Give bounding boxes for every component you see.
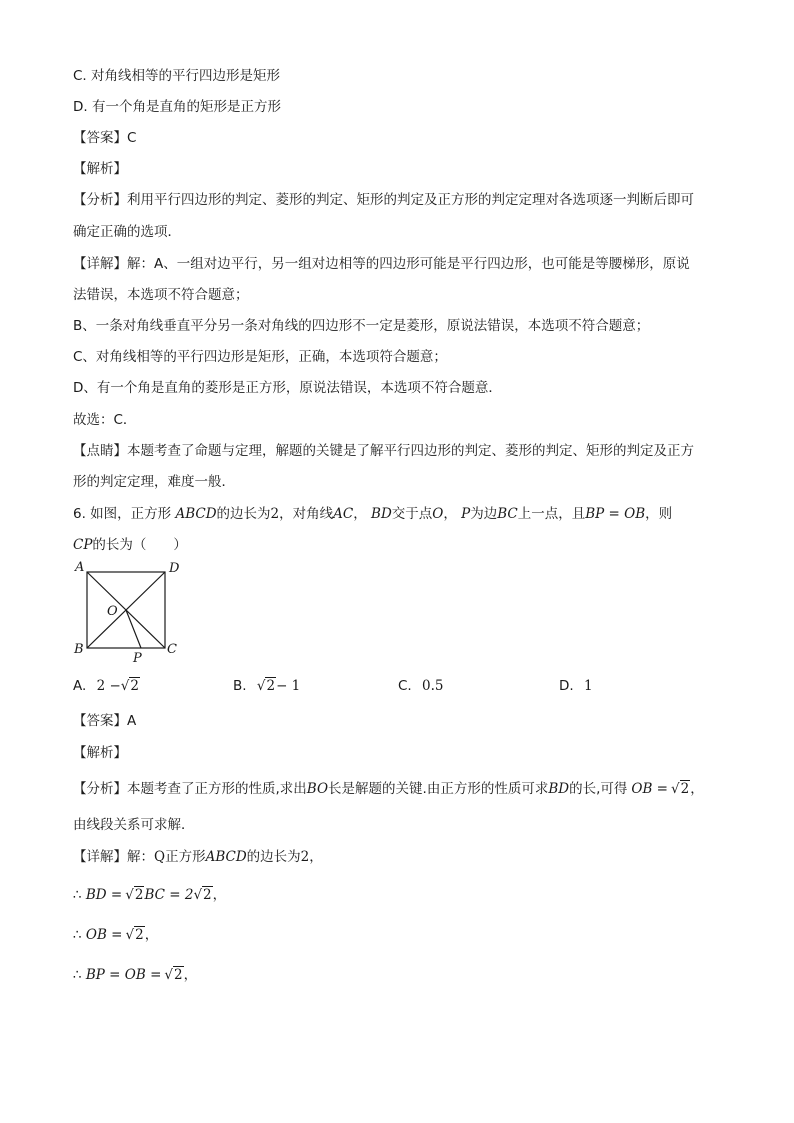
xiangjie-line-2: 法错误，本选项不符合题意； [73,287,249,303]
option-c-value: 0.5 [422,678,444,694]
q6-option-b: B. √2− 1 [233,678,301,694]
label-b: B [74,642,84,657]
q6-xiangjie-line-1 [73,847,323,867]
square-diagram [70,558,190,668]
q6-stem-line-1 [73,504,672,524]
q6-xiangjie-label: 【详解】 [73,849,127,865]
q6-fenxi-line-1: 【分析】本题考查了正方形的性质,求出BO长是解题的关键.由正方形的性质可求BD的长,可得 OB = √2， [73,781,704,797]
q6-answer-line [73,711,136,731]
q6-xiangjie-text: 的边长为 [246,849,301,865]
q6-p: P [461,506,471,522]
answer-value: C [127,130,137,146]
q6-stem-line-2 [73,535,187,555]
q6-text: ， [353,506,367,522]
q6-fenxi-label: 【分析】 [73,781,127,797]
q6-text: ，对角线 [279,506,334,522]
q6-bd: BD [371,506,392,522]
q6-text: 的长为（ ） [92,537,187,553]
step-bd-radicand-2: 2 [203,887,212,903]
q6-step-ob: ∴ OB = √2， [73,927,159,943]
step-bp-pre: BP = OB = [85,967,162,983]
option-b-radicand: 2 [266,678,276,694]
q6-step-bd: ∴ BD = √2BC = 2√2， [73,887,227,903]
q6-option-a: A. 2 −√2 [73,678,139,694]
q6-text: ，则 [645,506,673,522]
xiangjie-text: 解：A、一组对边平行，另一组对边相等的四边形可能是平行四边形，也可能是等腰梯形，原说 [127,256,690,272]
dianjing-label: 【点睛】 [73,443,127,459]
q6-fenxi-radicand: 2 [680,781,690,797]
q6-xiangjie-text: 解： [127,849,154,865]
step-bd-radicand-1: 2 [134,887,144,903]
q6-fenxi-text: ， [690,781,704,797]
label-d: D [169,561,180,576]
dianjing-line-1 [73,441,694,461]
step-bd-mid: BC = 2 [144,887,194,903]
q6-text: 为边 [470,506,498,522]
step-ob-pre: OB = [85,927,123,943]
analysis-heading: 【解析】 [73,161,127,177]
fenxi-line-1 [73,190,694,210]
step-bd-post: ， [212,887,227,903]
dianjing-line-2: 形的判定定理，难度一般． [73,474,235,490]
q6-answer-label: 【答案】 [73,713,127,729]
q6-fenxi-text: 本题考查了正方形的性质,求出 [127,781,307,797]
therefore-symbol: ∴ [73,967,82,983]
q6-bp-eq-ob: BP = OB [585,506,646,522]
fenxi-line-2: 确定正确的选项． [73,224,181,240]
q6-analysis-heading: 【解析】 [73,745,127,761]
q6-text: ， [443,506,457,522]
option-d: D. 有一个角是直角的矩形是正方形 [73,99,281,115]
xiangjie-line-5: D、有一个角是直角的菱形是正方形，原说法错误，本选项不符合题意． [73,380,502,396]
therefore-symbol: ∴ [73,927,82,943]
xiangjie-label: 【详解】 [73,256,127,272]
fenxi-label: 【分析】 [73,192,127,208]
q6-fenxi-text: 的长,可得 [569,781,628,797]
segment-op [126,610,141,648]
q6-xiangjie-text: 正方形 [165,849,206,865]
q6-answer-value: A [127,713,137,729]
q6-two: 2 [270,506,280,522]
option-a-label: A. [73,678,87,694]
label-p: P [133,651,142,666]
q6-fenxi-bd: BD [548,781,570,797]
option-b-post: − 1 [276,678,301,694]
q6-cp: CP [73,537,93,553]
option-a-radicand: 2 [130,678,139,694]
q6-text: 上一点，且 [517,506,586,522]
q6-text: 的边长为 [216,506,271,522]
xiangjie-line-3: B、一条对角线垂直平分另一条对角线的四边形不一定是菱形，原说法错误，本选项不符合题意； [73,318,650,334]
xiangjie-line-6: 故选：C． [73,412,137,428]
xiangjie-line-4: C、对角线相等的平行四边形是矩形，正确，本选项符合题意； [73,349,447,365]
label-c: C [167,642,177,657]
q6-number: 6. 如图，正方形 [73,506,172,522]
xiangjie-line-1 [73,254,690,274]
answer-label: 【答案】 [73,130,127,146]
q6-option-c [398,676,444,696]
option-c: C. 对角线相等的平行四边形是矩形 [73,68,281,84]
q6-fenxi-ob-eq: OB = [631,781,668,797]
q6-xiangjie-two: 2 [300,849,310,865]
q6-abcd: ABCD [175,506,217,522]
option-c-label: C. [398,678,412,694]
q6-step-bp: ∴ BP = OB = √2， [73,967,198,983]
option-d-value: 1 [583,678,593,694]
q6-option-d [559,676,593,696]
option-d-label: D. [559,678,574,694]
fenxi-text: 利用平行四边形的判定、菱形的判定、矩形的判定及正方形的判定定理对各选项逐一判断后即可 [127,192,694,208]
q6-o: O [432,506,444,522]
dianjing-text: 本题考查了命题与定理，解题的关键是了解平行四边形的判定、菱形的判定、矩形的判定及正方 [127,443,694,459]
step-bp-radicand: 2 [174,967,183,983]
q6-fenxi-line-2: 由线段关系可求解． [73,817,195,833]
q6-fenxi-bo: BO [306,781,329,797]
label-o: O [107,604,118,619]
answer-line [73,128,136,148]
q6-fenxi-text: 长是解题的关键.由正方形的性质可求 [328,781,549,797]
step-bp-post: ， [183,967,198,983]
step-ob-radicand: 2 [135,927,144,943]
q6-text: 交于点 [391,506,433,522]
label-a: A [75,560,85,575]
q6-bc: BC [497,506,518,522]
q6-ac: AC [333,506,354,522]
because-symbol: Q [154,849,166,865]
q6-xiangjie-abcd: ABCD [205,849,247,865]
step-bd-pre: BD = [85,887,123,903]
therefore-symbol: ∴ [73,887,82,903]
option-b-label: B. [233,678,247,694]
q6-xiangjie-text: ， [309,849,323,865]
step-ob-post: ， [144,927,159,943]
option-a-pre: 2 − [96,678,121,694]
